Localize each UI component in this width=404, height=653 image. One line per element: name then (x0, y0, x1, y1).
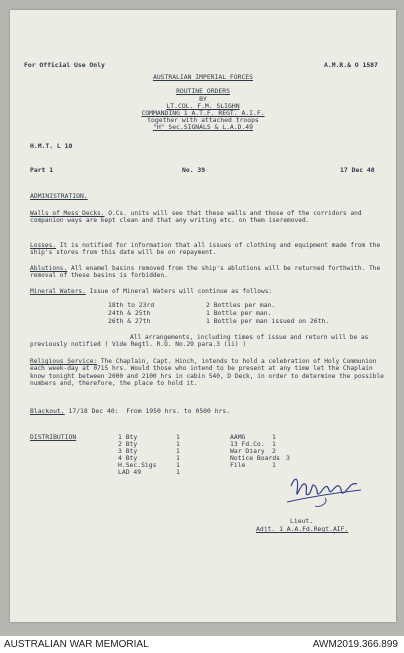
orders-title: ROUTINE ORDERS (176, 87, 230, 95)
mineral-waters-heading: Mineral Waters. (30, 288, 86, 295)
attached-troops: "H" Sec.SIGNALS & L.A.D.49 (152, 123, 254, 131)
mineral-row-issue: 1 Bottle per man issued on 26th. (206, 317, 330, 325)
blackout-text: 17/18 Dec 40: From 1950 hrs. to 0500 hrs. (68, 407, 231, 415)
distribution-unit: H.Sec.Sigs (118, 461, 157, 469)
mineral-row-issue: 2 Bottles per man. (206, 301, 276, 309)
archive-footer (0, 636, 404, 653)
document-reference: A.M.R.& O 1587 (324, 61, 378, 69)
mess-decks-heading: Walls of Mess Decks. (30, 210, 105, 217)
signoff-title: Adjt. 1 A.A.Fd.Regt.AIF. (256, 525, 349, 533)
distribution-unit: 2 Bty (118, 440, 138, 448)
together-line: together with attached troops (147, 116, 259, 124)
official-use-label: For Official Use Only (24, 61, 105, 69)
mineral-row-dates: 24th & 25th (108, 309, 151, 317)
distribution-count: 2 (272, 447, 276, 455)
distribution-count: 1 (176, 433, 180, 441)
mineral-row-dates: 18th to 23rd (108, 301, 155, 309)
distribution-unit: 4 Bty (118, 454, 138, 462)
losses-heading: Losses. (30, 242, 57, 249)
archive-name: AUSTRALIAN WAR MEMORIAL (4, 639, 149, 650)
distribution-unit: File (230, 461, 246, 469)
part-label: Part 1 (30, 166, 54, 174)
distribution-unit: LAD 49 (118, 468, 142, 476)
order-date: 17 Dec 40 (340, 166, 375, 174)
archive-accession-number: AWM2019.366.899 (312, 639, 398, 650)
distribution-count: 1 (176, 440, 180, 448)
handwritten-signature (285, 472, 365, 520)
blackout-heading: Blackout. (30, 407, 65, 415)
distribution-unit: War Diary (230, 447, 265, 455)
religious-service-paragraph (30, 358, 390, 387)
mineral-row-issue: 1 Bottle per man. (206, 309, 272, 317)
mess-decks-paragraph (30, 210, 390, 225)
document-page (10, 10, 396, 622)
distribution-count: 1 (272, 440, 276, 448)
distribution-unit: 13 Fd.Co. (230, 440, 265, 448)
distribution-unit: AAMG (230, 433, 246, 441)
ablutions-paragraph (30, 265, 390, 280)
commander-name: LT.COL. F.M. SLIGHN (166, 102, 240, 110)
ablutions-heading: Ablutions. (30, 265, 68, 272)
mineral-row-dates: 26th & 27th (108, 317, 151, 325)
blackout-line (30, 408, 230, 415)
religious-service-text: The Chaplain, Capt. Hinch, intends to hold a celebration of Holy Communion each week-day at 0715 hrs. Would those who intend to be present at any time let the Chaplain know tonight between 2000 and 2100 hrs in cabin 540, D Deck, in order to determine the possible numbers and, therefore, the place to hold it. (30, 358, 384, 387)
ablutions-text: All enamel basins removed from the ship's ablutions will be returned forthwith. The removal of these basins is forbidden. (30, 265, 381, 280)
distribution-heading: DISTRIBUTION (30, 433, 77, 441)
commanding-line: COMMANDING 1 A.T.F. REGT. A.I.F. (141, 109, 265, 117)
mineral-waters-paragraph (30, 288, 390, 295)
losses-text: It is notified for information that all issues of clothing and equipment made from the ship's stores from this date will be on repayment. (30, 242, 381, 257)
mineral-waters-text: Issue of Mineral Waters will continue as follows: (89, 288, 273, 295)
distribution-count: 1 (272, 461, 276, 469)
distribution-count: 1 (176, 461, 180, 469)
distribution-count: 1 (176, 468, 180, 476)
signoff-rank: Lieut. (290, 517, 314, 525)
distribution-count: 1 (176, 454, 180, 462)
order-number: No. 39 (182, 166, 206, 174)
losses-paragraph (30, 242, 390, 257)
mineral-note: All arrangements, including times of issue and return will be as previously notified ( Vide Regtl. R.O. No.29 para.3 (ii) ) (30, 334, 369, 349)
by-label: BY (199, 95, 207, 103)
distribution-unit: 3 Bty (118, 447, 138, 455)
mess-decks-text: O.Cs. units will see that these walls and those of the corridors and companion ways are kept clean and that any writing etc. on them iseremoved. (30, 210, 362, 225)
religious-service-heading: Religious Service: (30, 358, 98, 365)
administration-heading: ADMINISTRATION. (30, 192, 88, 200)
distribution-unit: 1 Bty (118, 433, 138, 441)
distribution-count: 3 (286, 454, 290, 462)
distribution-count: 1 (176, 447, 180, 455)
hmt-reference: H.M.T. L 10 (30, 142, 73, 150)
distribution-count: 1 (272, 433, 276, 441)
org-heading: AUSTRALIAN IMPERIAL FORCES (152, 73, 254, 81)
distribution-unit: Notice Boards (230, 454, 281, 462)
